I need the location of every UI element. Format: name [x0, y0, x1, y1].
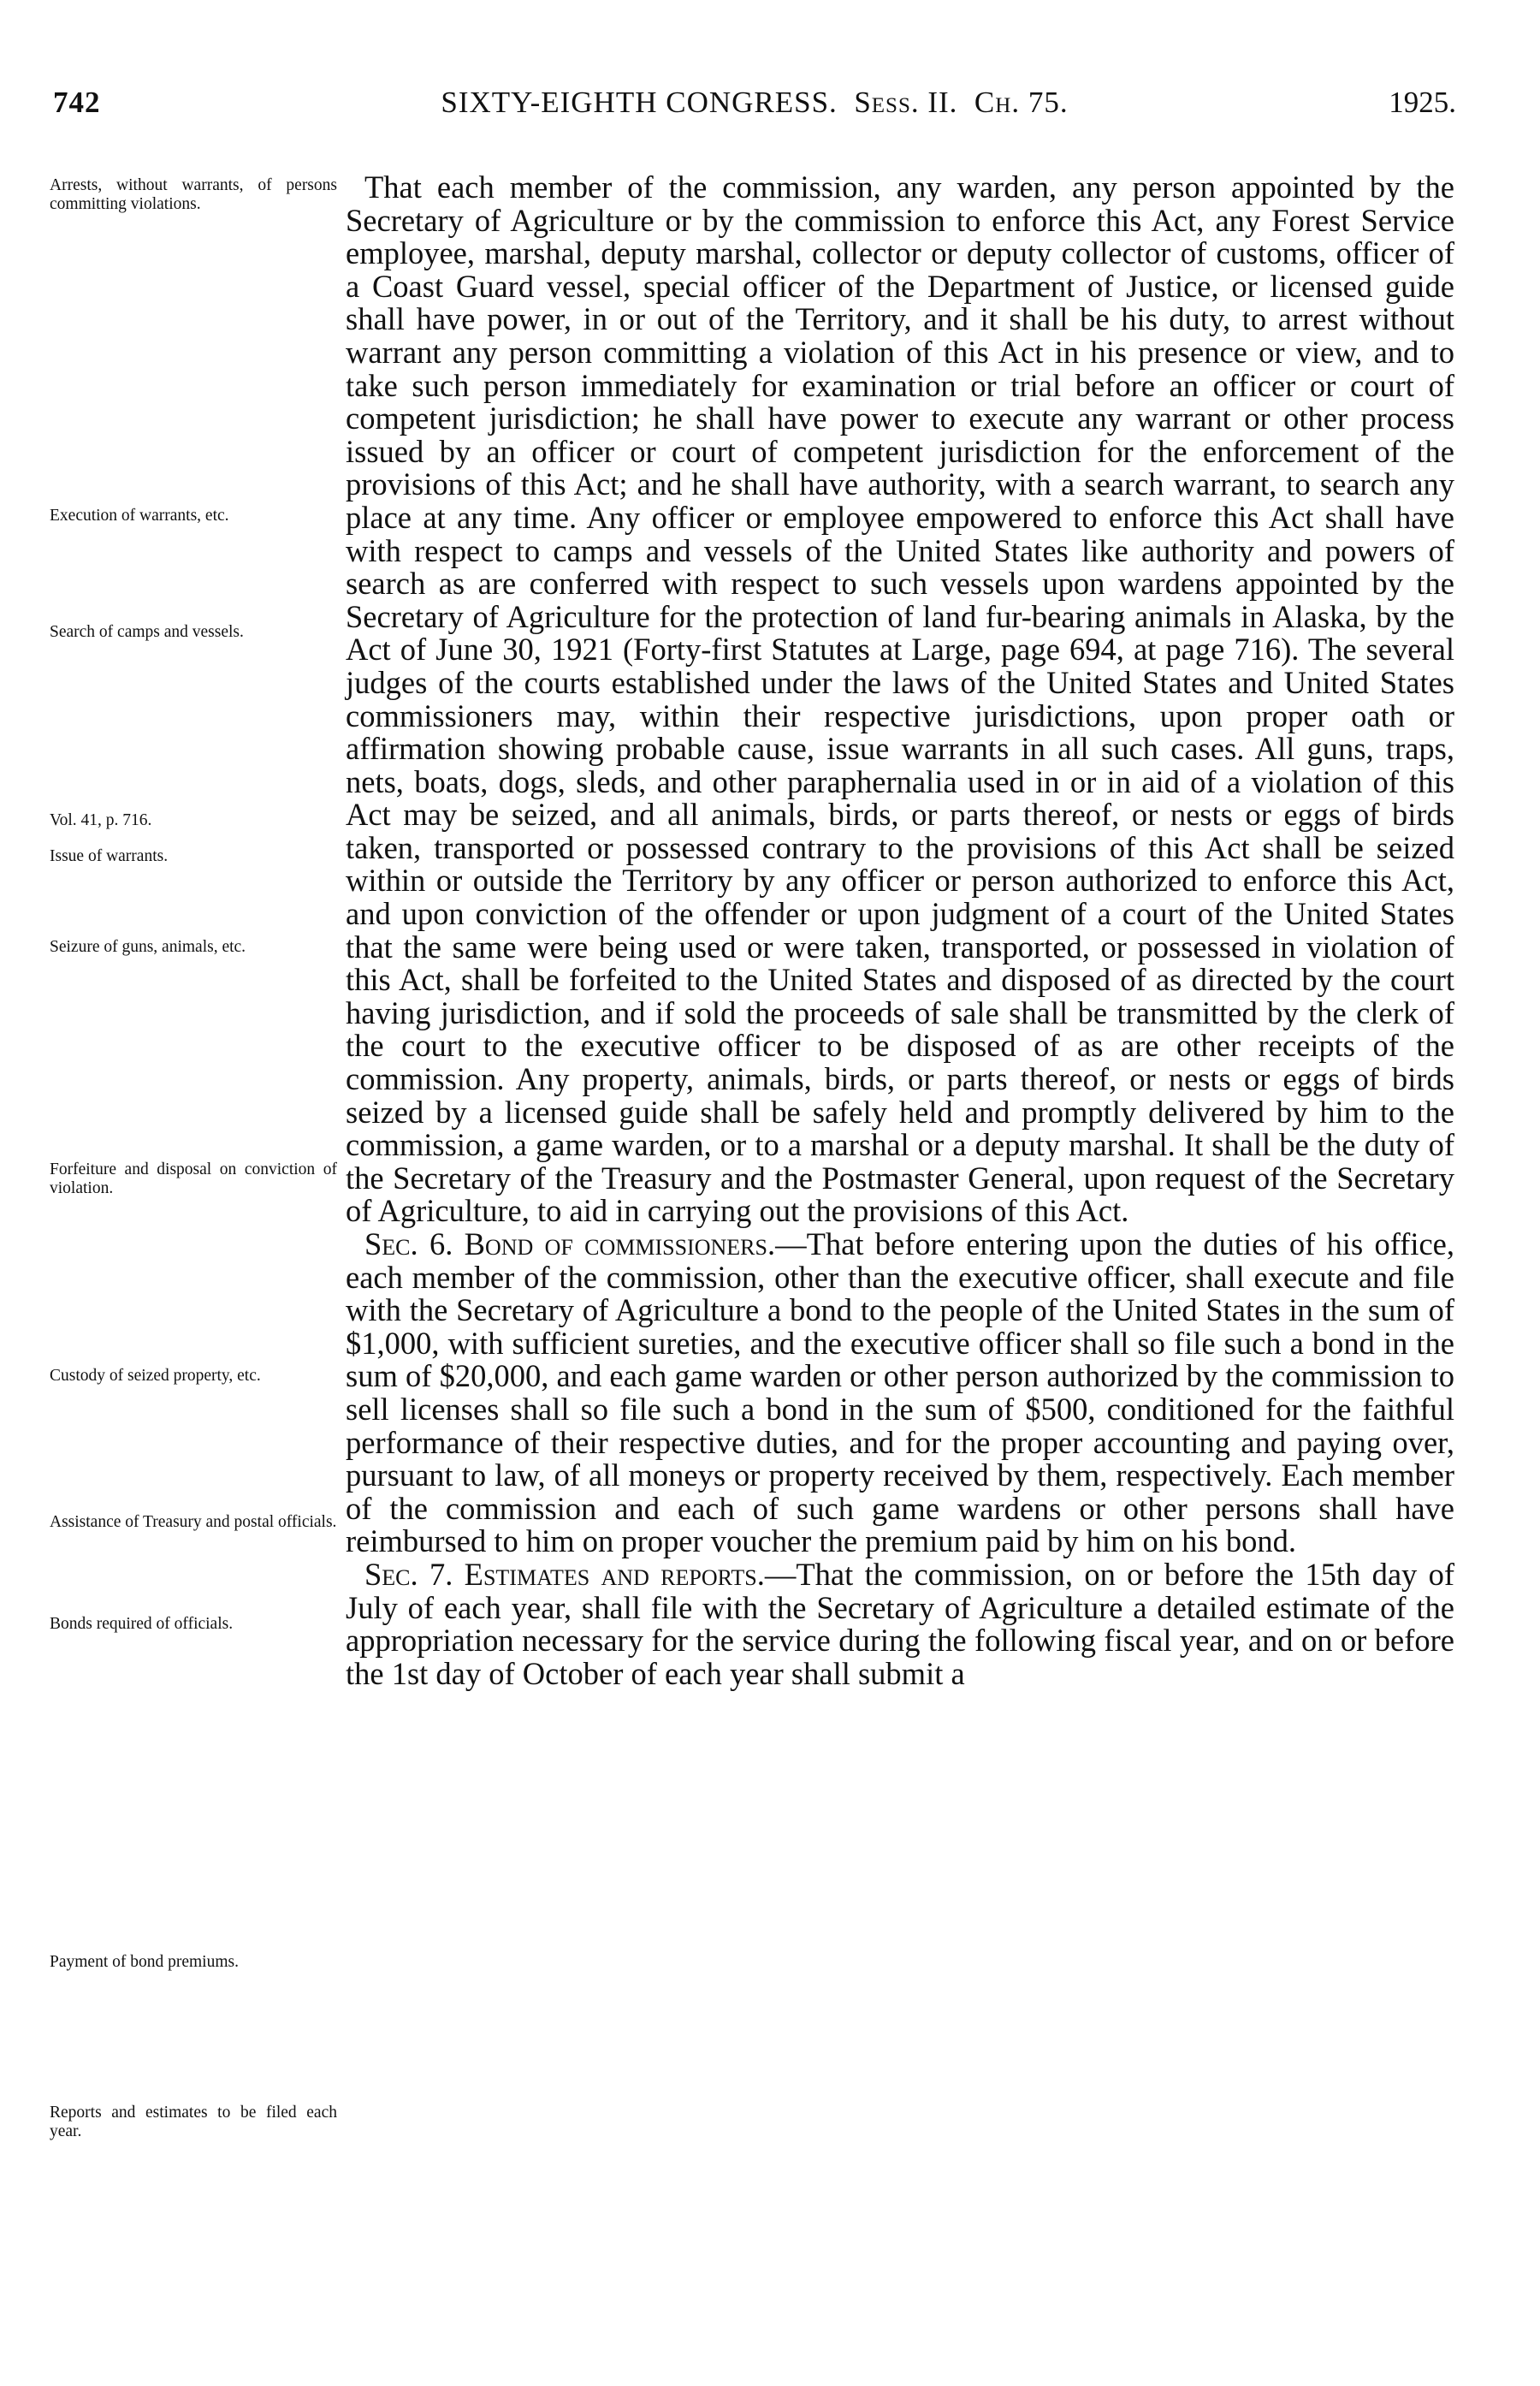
page-header — [53, 86, 1456, 134]
sidenote-forfeiture: Forfeiture and disposal on conviction of violation. — [50, 1160, 337, 1197]
session-label: Sess. II. — [854, 86, 958, 119]
paragraph-arrests: That each member of the commission, any warden, any person appointed by the Secretary of Agriculture or by the commission to enforce this Act, any Forest Service employee, marshal, deputy marshal, collector or deputy collector of customs, officer of a Coast Guard vessel, special officer of the Department of Justice, or licensed guide shall have power, in or out of the Territory, and it shall be his duty, to arrest without warrant any person committing a violation of this Act in his presence or view, and to take such person immediately for examination or trial before an officer or court of competent jurisdiction; he shall have power to execute any warrant or other process issued by an officer or court of competent jurisdiction for the enforcement of the provisions of this Act; and he shall have authority, with a search warrant, to search any place at any time. Any officer or employee empowered to enforce this Act shall have with respect to camps and vessels of the United States like authority and powers of search as are conferred with respect to such vessels upon wardens appointed by the Secretary of Agriculture for the protection of land fur-bearing animals in Alaska, by the Act of June 30, 1921 (Forty-first Statutes at Large, page 694, at page 716). The several judges of the courts established under the laws of the United States and United States commissioners may, within their respective jurisdictions, upon proper oath or affirmation showing probable cause, issue warrants in all such cases. All guns, traps, nets, boats, dogs, sleds, and other paraphernalia used in or in aid of a violation of this Act may be seized, and all animals, birds, or parts thereof, or nests or eggs of birds taken, transported or possessed contrary to the provisions of this Act shall be seized within or outside the Territory by any officer or person authorized to enforce this Act, and upon conviction of the offender or upon judgment of a court of the United States that the same were being used or were taken, transported, or possessed in violation of this Act, shall be forfeited to the United States and disposed of as directed by the court having jurisdiction, and if sold the proceeds of sale shall be transmitted by the clerk of the court to the executive officer to be disposed of as are other receipts of the commission. Any property, animals, birds, or parts thereof, or nests or eggs of birds seized by a licensed guide shall be safely held and promptly delivered by him to the commission, a game warden, or to a marshal or a deputy marshal. It shall be the duty of the Secretary of the Treasury and the Postmaster General, upon request of the Secretary of Agriculture, to aid in carrying out the provisions of this Act. — [346, 169, 1454, 1229]
sidenote-assistance: Assistance of Treasury and postal officials. — [50, 1513, 337, 1531]
sidenote-search-of-camps: Search of camps and vessels. — [50, 623, 244, 641]
page-number: 742 — [53, 86, 101, 119]
section-7-heading: Sec. 7. Estimates and reports. — [364, 1556, 765, 1592]
sidenote-execution-of-warrants: Execution of warrants, etc. — [50, 507, 229, 525]
section-7 — [346, 1558, 1454, 1690]
running-head — [53, 86, 1456, 120]
sidenote-bond-premiums: Payment of bond premiums. — [50, 1953, 239, 1971]
sidenote-issue-of-warrants: Issue of warrants. — [50, 847, 169, 865]
sidenote-reports: Reports and estimates to be filed each year. — [50, 2104, 337, 2140]
congress-title: SIXTY-EIGHTH CONGRESS. — [441, 86, 838, 119]
sidenote-bonds: Bonds required of officials. — [50, 1615, 234, 1633]
body-text — [346, 171, 1454, 1690]
sidenote-arrests: Arrests, without warrants, of persons committing violations. — [50, 176, 337, 213]
sidenote-seizure: Seizure of guns, animals, etc. — [50, 938, 246, 956]
header-year: 1925. — [1389, 86, 1456, 119]
section-6-text: —That before entering upon the duties of his office, each member of the commission, other than the executive officer, shall execute and file with the Secretary of Agriculture a bond to the people of the United States in the sum of $1,000, with sufficient sureties, and the executive officer shall so file such a bond in the sum of $20,000, and each game warden or other person authorized by the commission to sell licenses shall so file such a bond in the sum of $500, conditioned for the faithful performance of their respective duties, and for the proper accounting and paying over, pursuant to law, of all moneys or property received by them, respectively. Each member of the commission and each of such game wardens or other persons shall have reimbursed to him on proper voucher the premium paid by him on his bond. — [346, 1226, 1455, 1559]
section-6-heading: Sec. 6. Bond of commissioners. — [364, 1226, 776, 1261]
section-7-text: —That the commission, on or before the 15th day of July of each year, shall file with the Secretary of Agriculture a detailed estimate of the appropriation necessary for the service during the following fiscal year, and on or before the 1st day of October of each year shall submit a — [346, 1556, 1454, 1691]
sidenote-custody: Custody of seized property, etc. — [50, 1367, 261, 1385]
chapter-label: Ch. 75. — [974, 86, 1069, 119]
section-6 — [346, 1228, 1454, 1558]
sidenote-vol-41: Vol. 41, p. 716. — [50, 811, 152, 829]
